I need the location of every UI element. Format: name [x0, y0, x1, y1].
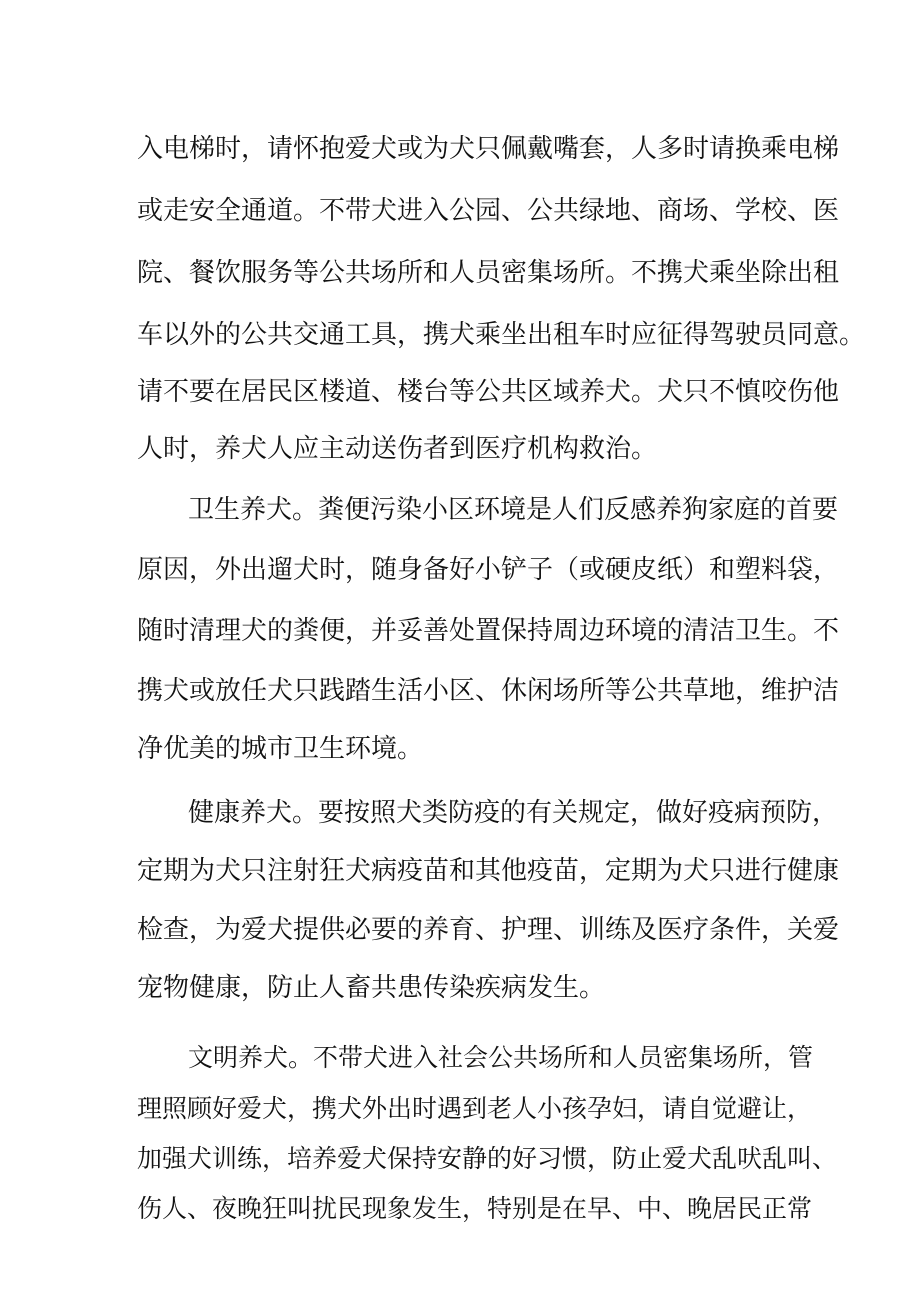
text-line: 伤人、夜晚狂叫扰民现象发生，特别是在早、中、晚居民正常: [137, 1194, 813, 1223]
text-line: 净优美的城市卫生环境。: [137, 734, 424, 764]
text-line: 宠物健康，防止人畜共患传染疾病发生。: [137, 973, 606, 1003]
text-line: 人时，养犬人应主动送伤者到医疗机构救治。: [137, 434, 658, 464]
text-line: 卫生养犬。粪便污染小区环境是人们反感养狗家庭的首要: [188, 495, 839, 525]
text-line: 定期为犬只注射狂犬病疫苗和其他疫苗，定期为犬只进行健康: [137, 856, 840, 886]
text-line: 随时清理犬的粪便，并妥善处置保持周边环境的清洁卫生。不: [137, 616, 840, 646]
text-line: 携犬或放任犬只践踏生活小区、休闲场所等公共草地，维护洁: [137, 676, 840, 706]
text-line: 或走安全通道。不带犬进入公园、公共绿地、商场、学校、医: [137, 196, 840, 226]
text-line: 加强犬训练，培养爱犬保持安静的好习惯，防止爱犬乱吠乱叫、: [137, 1144, 838, 1173]
text-line: 车以外的公共交通工具，携犬乘坐出租车时应征得驾驶员同意。: [137, 320, 866, 350]
text-line: 理照顾好爱犬，携犬外出时遇到老人小孩孕妇，请自觉避让，: [137, 1094, 813, 1123]
text-line: 入电梯时，请怀抱爱犬或为犬只佩戴嘴套，人多时请换乘电梯: [137, 134, 840, 164]
text-line: 原因，外出遛犬时，随身备好小铲子（或硬皮纸）和塑料袋，: [137, 555, 840, 585]
text-line: 检查，为爱犬提供必要的养育、护理、训练及医疗条件，关爱: [137, 915, 840, 945]
text-line: 院、餐饮服务等公共场所和人员密集场所。不携犬乘坐除出租: [137, 258, 840, 288]
text-line: 文明养犬。不带犬进入社会公共场所和人员密集场所，管: [188, 1043, 814, 1072]
text-line: 健康养犬。要按照犬类防疫的有关规定，做好疫病预防，: [188, 798, 839, 828]
text-line: 请不要在居民区楼道、楼台等公共区域养犬。犬只不慎咬伤他: [137, 377, 840, 407]
